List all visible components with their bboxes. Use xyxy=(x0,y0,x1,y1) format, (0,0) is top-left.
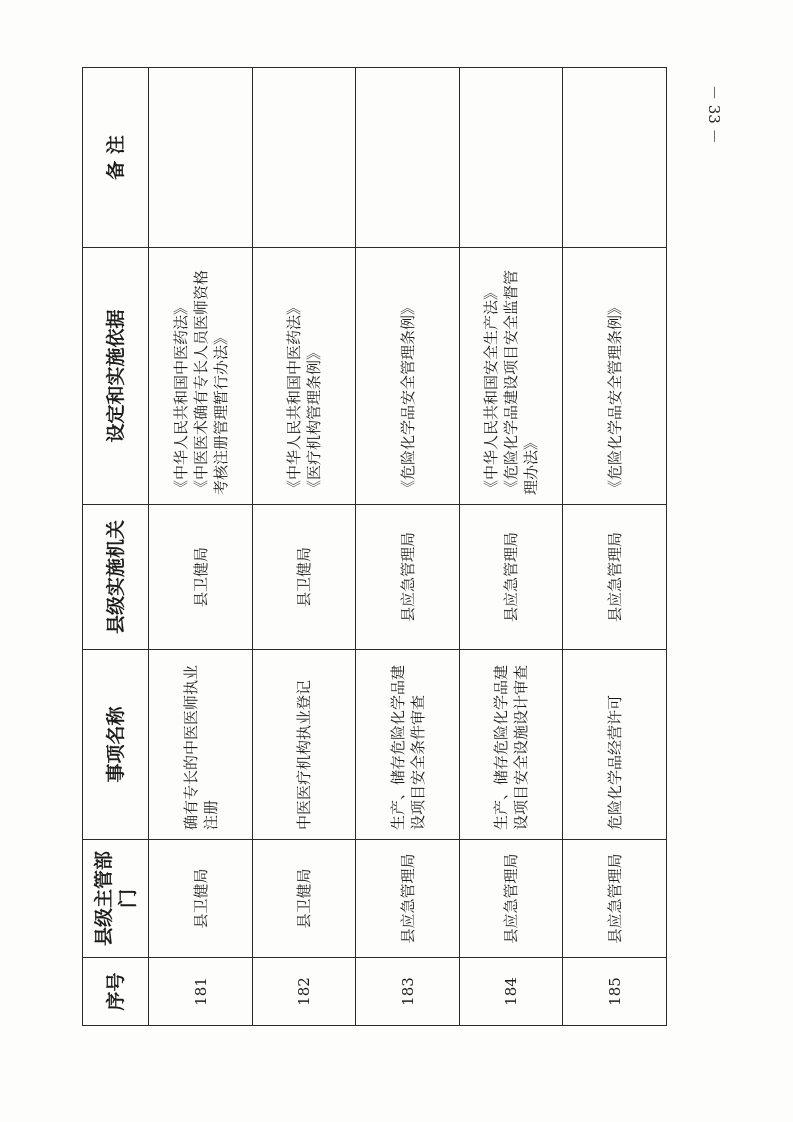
cell-seq: 185 xyxy=(563,958,667,1026)
header-basis: 设定和实施依据 xyxy=(83,248,149,505)
header-seq: 序号 xyxy=(83,958,149,1026)
cell-agency: 县应急管理局 xyxy=(459,505,563,650)
table-row xyxy=(252,68,356,1026)
cell-basis: 《中华人民共和国安全生产法》 《危险化学品建设项目安全监督管理办法》 xyxy=(459,248,563,505)
cell-note xyxy=(252,68,356,248)
cell-seq: 182 xyxy=(252,958,356,1026)
cell-seq: 184 xyxy=(459,958,563,1026)
cell-item: 生产、储存危险化学品建设项目安全条件审查 xyxy=(356,650,460,840)
header-note: 备 注 xyxy=(83,68,149,248)
cell-basis: 《危险化学品安全管理条例》 xyxy=(563,248,667,505)
table-header-row xyxy=(83,68,149,1026)
approval-items-table xyxy=(82,67,667,1026)
header-item: 事项名称 xyxy=(83,650,149,840)
cell-basis: 《中华人民共和国中医药法》 《中医医术确有专长人员医师资格考核注册管理暂行办法》 xyxy=(149,248,253,505)
cell-dept: 县卫健局 xyxy=(252,840,356,958)
rotated-table-container xyxy=(82,68,667,1026)
cell-basis: 《中华人民共和国中医药法》 《医疗机构管理条例》 xyxy=(252,248,356,505)
header-dept: 县级主管部门 xyxy=(83,840,149,958)
table-row xyxy=(563,68,667,1026)
cell-dept: 县卫健局 xyxy=(149,840,253,958)
table-body xyxy=(149,68,667,1026)
cell-agency: 县应急管理局 xyxy=(356,505,460,650)
cell-note xyxy=(149,68,253,248)
cell-agency: 县卫健局 xyxy=(252,505,356,650)
cell-item: 确有专长的中医医师执业注册 xyxy=(149,650,253,840)
table-row xyxy=(356,68,460,1026)
cell-dept: 县应急管理局 xyxy=(563,840,667,958)
cell-note xyxy=(459,68,563,248)
cell-item: 危险化学品经营许可 xyxy=(563,650,667,840)
table-row xyxy=(149,68,253,1026)
cell-seq: 181 xyxy=(149,958,253,1026)
cell-item: 中医医疗机构执业登记 xyxy=(252,650,356,840)
header-agency: 县级实施机关 xyxy=(83,505,149,650)
cell-dept: 县应急管理局 xyxy=(356,840,460,958)
cell-basis: 《危险化学品安全管理条例》 xyxy=(356,248,460,505)
cell-item: 生产、储存危险化学品建设项目安全设施设计审查 xyxy=(459,650,563,840)
cell-agency: 县应急管理局 xyxy=(563,505,667,650)
cell-dept: 县应急管理局 xyxy=(459,840,563,958)
cell-note xyxy=(563,68,667,248)
cell-note xyxy=(356,68,460,248)
cell-agency: 县卫健局 xyxy=(149,505,253,650)
page-number: － 33 － xyxy=(705,85,723,144)
table-row xyxy=(459,68,563,1026)
cell-seq: 183 xyxy=(356,958,460,1026)
